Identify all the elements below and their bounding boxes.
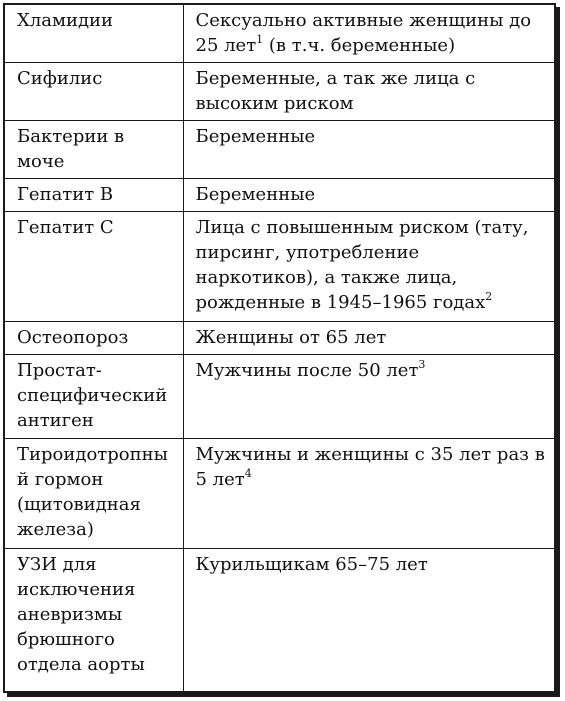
- who-text: Мужчины и женщины с 35 лет раз в 5 лет: [195, 444, 545, 490]
- table-row: [5, 355, 554, 439]
- table-row: [5, 212, 554, 322]
- footnote-ref: 3: [418, 358, 426, 371]
- row-who: [183, 322, 554, 355]
- table-row: [5, 549, 554, 692]
- term-text: УЗИ для исключения аневризмы брюшного отдела аорты: [17, 554, 145, 675]
- row-term: [5, 121, 183, 179]
- who-text: Мужчины после 50 лет: [195, 360, 419, 381]
- screening-table: [5, 5, 554, 691]
- who-text: Беременные: [195, 184, 316, 205]
- row-term: [5, 5, 183, 63]
- footnote-ref: 4: [244, 467, 252, 480]
- who-text: Беременные, а так же лица с высоким риском: [195, 68, 476, 114]
- who-text: Курильщикам 65–75 лет: [195, 554, 428, 575]
- row-term: [5, 355, 183, 439]
- screening-table-frame: [3, 3, 556, 693]
- who-text: Лица с повышенным риском (тату, пирсинг, употребление наркотиков), а также лица, рожденные в 1945–1965 годах: [195, 217, 529, 313]
- who-text: Беременные: [195, 126, 316, 147]
- row-term: [5, 63, 183, 121]
- term-text: Гепатит В: [17, 184, 114, 205]
- row-who: [183, 5, 554, 63]
- row-who: [183, 179, 554, 212]
- row-who: [183, 355, 554, 439]
- row-term: [5, 212, 183, 322]
- table-row: [5, 121, 554, 179]
- term-text: Сифилис: [17, 68, 103, 89]
- row-who: [183, 121, 554, 179]
- term-text: Гепатит С: [17, 217, 114, 238]
- row-term: [5, 549, 183, 692]
- row-term: [5, 179, 183, 212]
- row-who: [183, 212, 554, 322]
- table-row: [5, 439, 554, 549]
- who-text-after: (в т.ч. беременные): [263, 35, 456, 56]
- table-row: [5, 63, 554, 121]
- row-who: [183, 439, 554, 549]
- who-text: Сексуально активные женщины до 25 лет: [195, 10, 532, 56]
- term-text: Бактерии в моче: [17, 126, 125, 172]
- term-text: Тироидотропный гормон (щитовидная железа): [17, 444, 168, 540]
- table-row: [5, 322, 554, 355]
- table-row: [5, 5, 554, 63]
- row-term: [5, 439, 183, 549]
- who-text: Женщины от 65 лет: [195, 327, 387, 348]
- table-row: [5, 179, 554, 212]
- term-text: Простат-специфический антиген: [17, 360, 168, 431]
- term-text: Хламидии: [17, 10, 114, 31]
- footnote-ref: 2: [485, 290, 493, 303]
- row-who: [183, 63, 554, 121]
- row-term: [5, 322, 183, 355]
- term-text: Остеопороз: [17, 327, 129, 348]
- row-who: [183, 549, 554, 692]
- footnote-ref: 1: [256, 33, 264, 46]
